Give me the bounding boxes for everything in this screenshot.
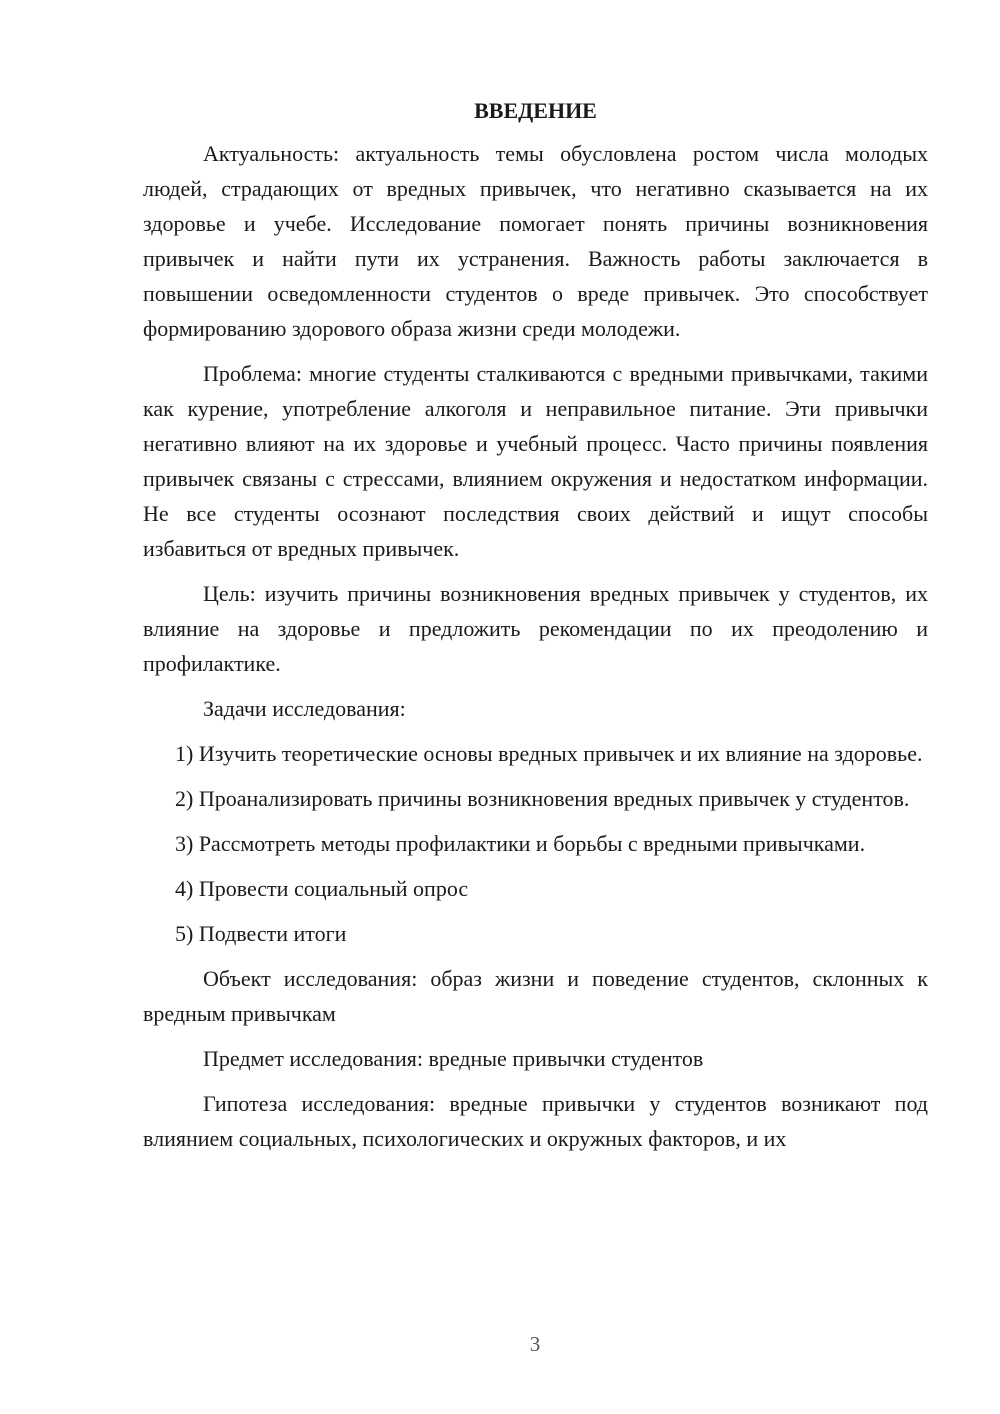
section-title: ВВЕДЕНИЕ <box>474 98 597 123</box>
paragraph-object: Объект исследования: образ жизни и поведение студентов, склонных к вредным привычкам <box>143 966 928 1026</box>
paragraph-problem: Проблема: многие студенты сталкиваются с вредными привычками, такими как курение, употребление алкоголя и неправильное питание. Эти привычки негативно влияют на их здоровье и учебный процесс. Часто причины появления привычек связаны с стрессами, влиянием окружения и недостатком информации. Не все студенты осознают последствия своих действий и ищут способы избавиться от вредных привычек. <box>143 361 928 561</box>
task-item: 2) Проанализировать причины возникновения вредных привычек у студентов. <box>175 786 910 811</box>
task-item: 1) Изучить теоретические основы вредных привычек и их влияние на здоровье. <box>175 741 923 766</box>
document-body <box>143 96 928 1166</box>
paragraph-subject: Предмет исследования: вредные привычки студентов <box>203 1046 704 1071</box>
task-item: 3) Рассмотреть методы профилактики и борьбы с вредными привычками. <box>175 831 866 856</box>
task-item: 4) Провести социальный опрос <box>175 876 469 901</box>
paragraph-tasks-heading: Задачи исследования: <box>203 696 406 721</box>
task-item: 5) Подвести итоги <box>175 921 347 946</box>
page-number: 3 <box>529 1332 541 1356</box>
paragraph-relevance: Актуальность: актуальность темы обусловлена ростом числа молодых людей, страдающих от вредных привычек, что негативно сказывается на их здоровье и учебе. Исследование помогает понять причины возникновения привычек и найти пути их устранения. Важность работы заключается в повышении осведомленности студентов о вреде привычек. Это способствует формированию здорового образа жизни среди молодежи. <box>143 141 928 341</box>
paragraph-hypothesis: Гипотеза исследования: вредные привычки у студентов возникают под влиянием социальных, психологических и окружных факторов, и их <box>143 1091 928 1151</box>
paragraph-goal: Цель: изучить причины возникновения вредных привычек у студентов, их влияние на здоровье и предложить рекомендации по их преодолению и профилактике. <box>143 581 928 676</box>
